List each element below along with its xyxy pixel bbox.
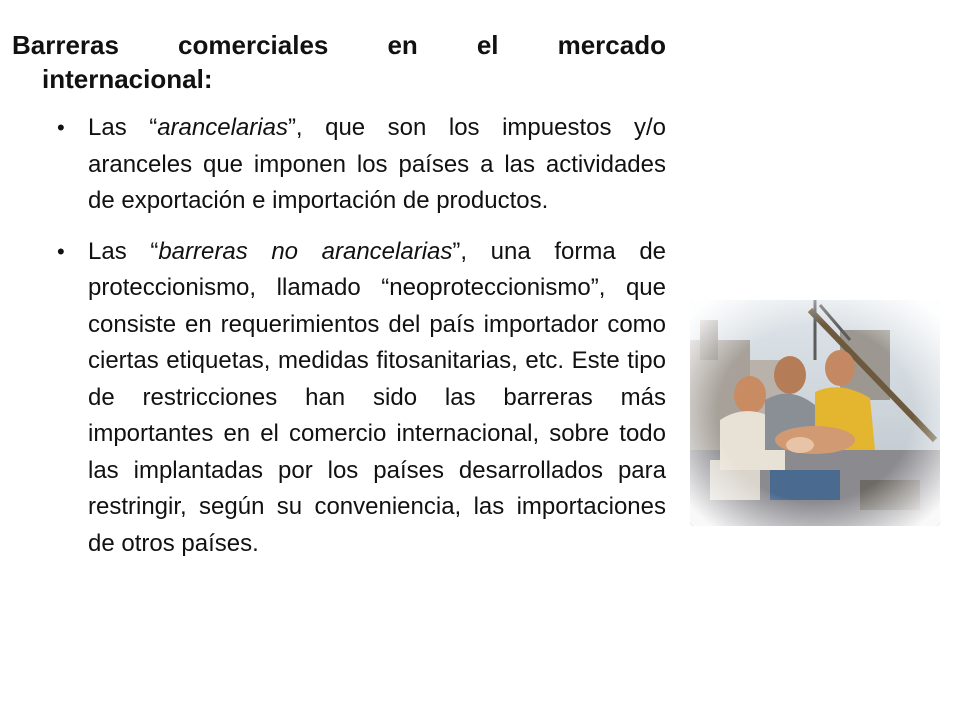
bullet-text-before: Las “ xyxy=(88,114,158,141)
bullet-text-after: ”, una forma de proteccionismo, llamado “neoproteccionismo”, que consiste en requerimientos del país importador como ciertas etiquetas, medidas fitosanitarias, etc. Este tipo de restricciones han sido las barreras más importantes en el comercio internacional, sobre todo las implantadas por los países desarrollados para restringir, según su conveniencia, las importaciones de otros países. xyxy=(88,237,667,557)
bullet-text-after: ”, que son los impuestos y/o aranceles que imponen los países a las actividades de exportación e importación de productos. xyxy=(88,114,666,214)
slide-heading xyxy=(12,28,666,96)
bullet-list xyxy=(12,110,666,562)
slide-heading-line2: internacional: xyxy=(42,64,213,94)
bullet-item-arancelarias xyxy=(12,110,666,220)
trade-collage-photo xyxy=(690,300,940,526)
bullet-text-italic: arancelarias xyxy=(157,114,288,141)
bullet-dot-icon: • xyxy=(57,115,65,140)
bullet-text-italic: barreras no arancelarias xyxy=(158,237,453,265)
slide-content xyxy=(12,28,666,576)
bullet-item-no-arancelarias xyxy=(12,234,666,563)
bullet-dot-icon: • xyxy=(57,238,65,264)
slide-heading-line1: Barreras comerciales en el mercado xyxy=(12,30,666,60)
bullet-text-before: Las “ xyxy=(88,237,159,265)
